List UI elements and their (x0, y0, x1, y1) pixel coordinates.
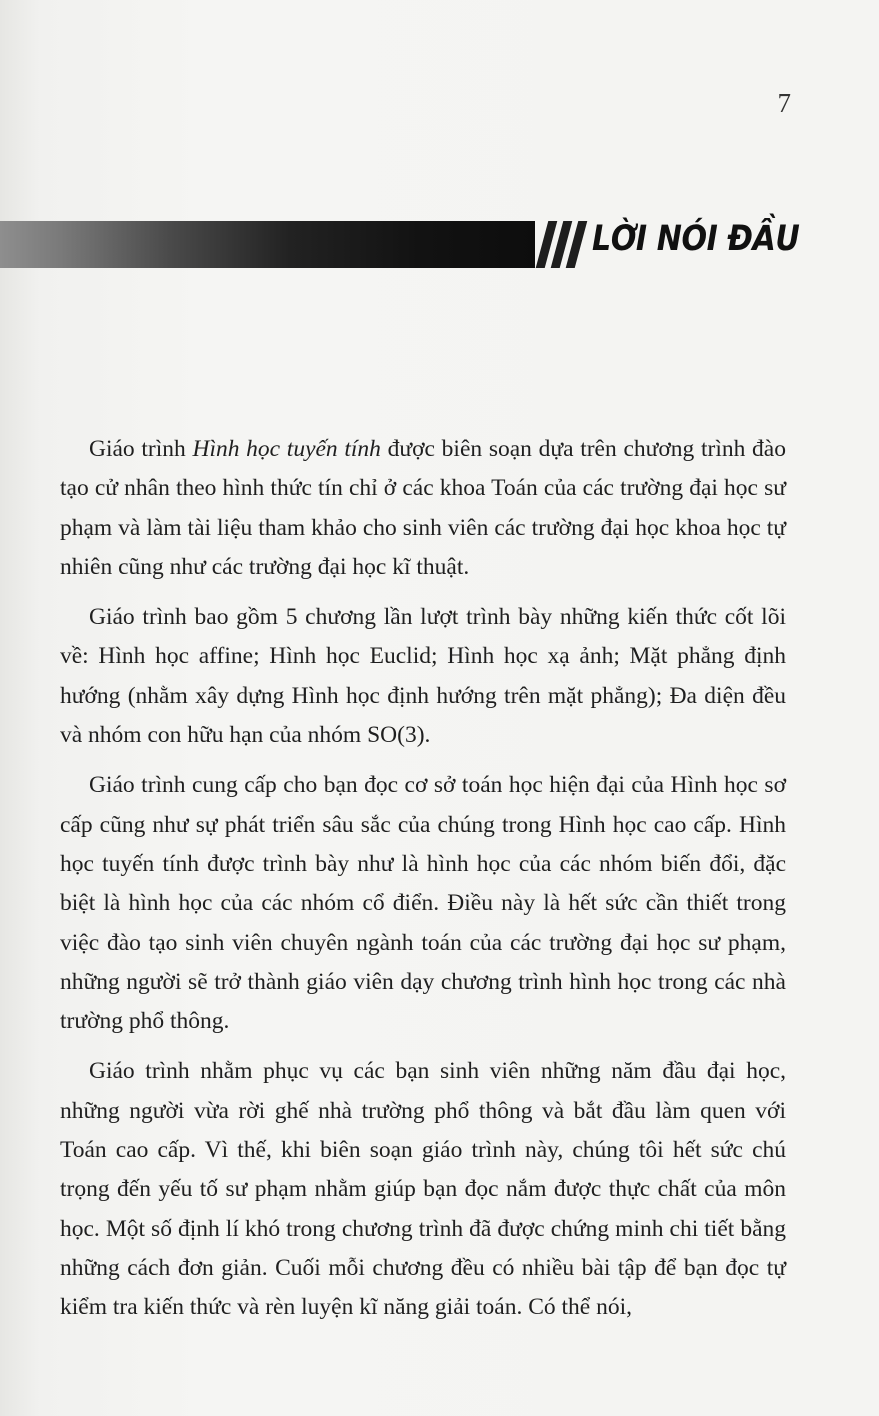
paragraph-text: được biên soạn dựa trên chương trình đào tạo cử nhân theo hình thức tín chỉ ở các khoa Toán của các trường đại học sư phạm và làm tài liệu tham khảo cho sinh viên các trường đại học khoa học tự nhiên cũng như các trường đại học kĩ thuật. (60, 436, 786, 580)
paragraph-text: Giáo trình (89, 436, 193, 462)
paragraph (60, 430, 786, 587)
paragraph: Giáo trình nhằm phục vụ các bạn sinh viên những năm đầu đại học, những người vừa rời ghế nhà trường phổ thông và bắt đầu làm quen với Toán cao cấp. Vì thế, khi biên soạn giáo trình này, chúng tôi hết sức chú trọng đến yếu tố sư phạm nhằm giúp bạn đọc nắm được thực chất của môn học. Một số định lí khó trong chương trình đã được chứng minh chi tiết bằng những cách đơn giản. Cuối mỗi chương đều có nhiều bài tập để bạn đọc tự kiểm tra kiến thức và rèn luyện kĩ năng giải toán. Có thể nói, (60, 1058, 786, 1321)
page-number: 7 (777, 88, 791, 118)
paragraph: Giáo trình bao gồm 5 chương lần lượt trình bày những kiến thức cốt lõi về: Hình học affine; Hình học Euclid; Hình học xạ ảnh; Mặt phẳng định hướng (nhằm xây dựng Hình học định hướng trên mặt phẳng); Đa diện đều và nhóm con hữu hạn của nhóm SO(3). (60, 604, 786, 749)
title-banner-bar (0, 221, 535, 268)
chapter-title: LỜI NÓI ĐẦU (592, 219, 800, 259)
body-text (60, 430, 786, 1339)
paragraph: Giáo trình cung cấp cho bạn đọc cơ sở toán học hiện đại của Hình học sơ cấp cũng như sự phát triển sâu sắc của chúng trong Hình học cao cấp. Hình học tuyến tính được trình bày như là hình học của các nhóm biến đổi, đặc biệt là hình học của các nhóm cổ điển. Điều này là hết sức cần thiết trong việc đào tạo sinh viên chuyên ngành toán của các trường đại học sư phạm, những người sẽ trở thành giáo viên dạy chương trình hình học trong các nhà trường phổ thông. (60, 772, 786, 1035)
book-title-italic: Hình học tuyến tính (192, 436, 381, 462)
